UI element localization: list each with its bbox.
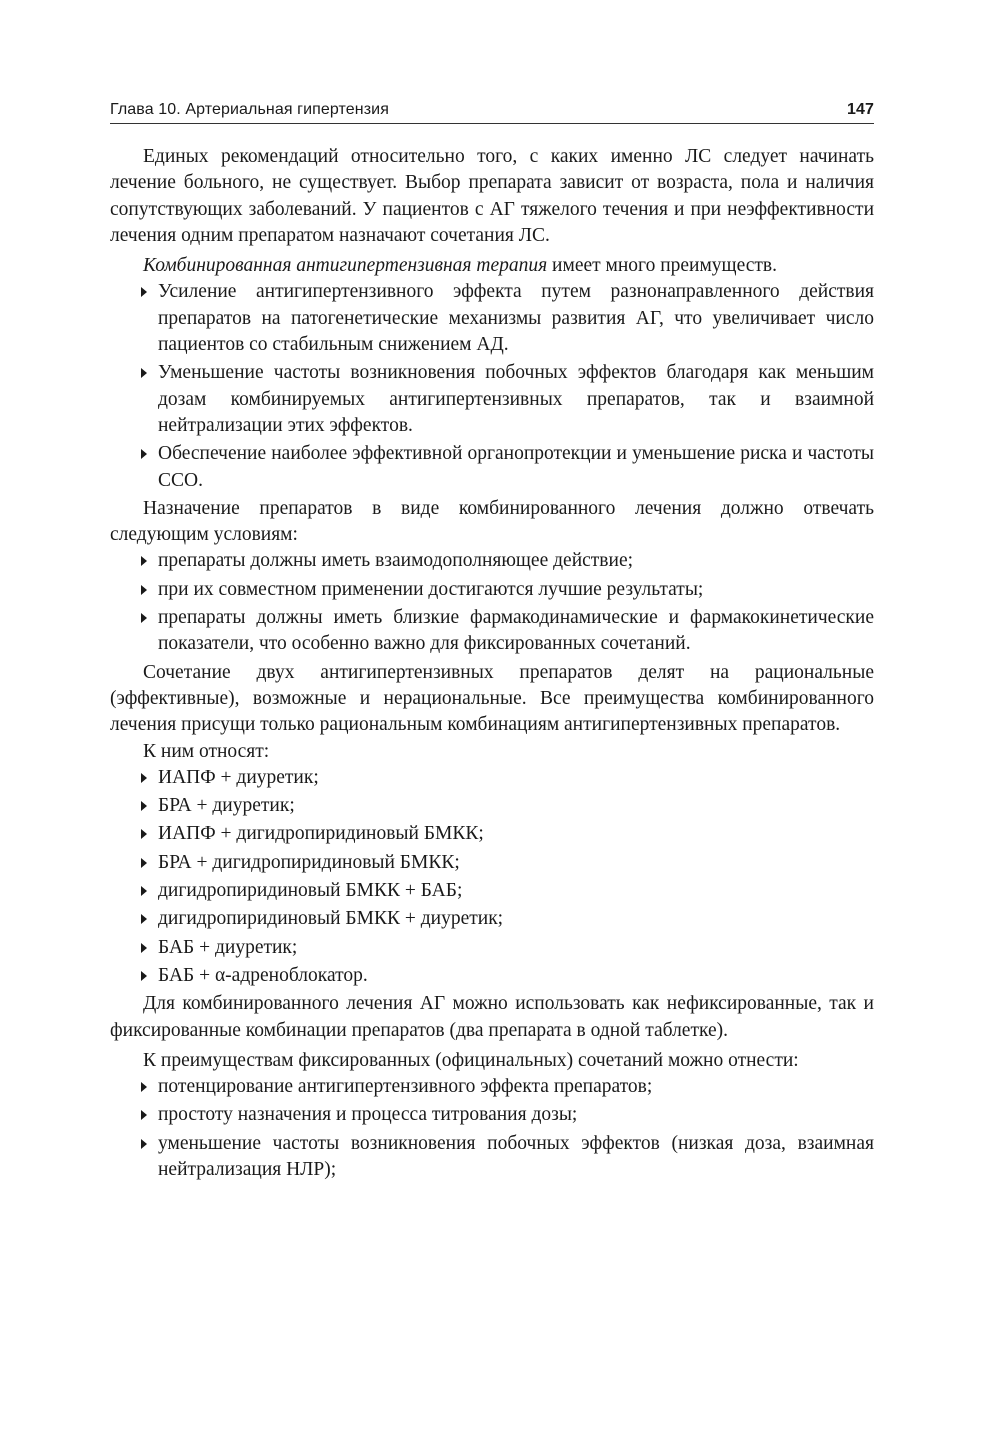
bullet-icon (141, 801, 147, 811)
list-item: уменьшение частоты возникновения побочных эффектов (низкая доза, взаимная нейтрализация НЛР); (158, 1131, 874, 1184)
bullet-icon (141, 829, 147, 839)
paragraph-1: Единых рекомендаций относительно того, с каких именно ЛС следует начинать лечение больного, не существует. Выбор препарата зависит от возраста, пола и наличия сопутствующих заболеваний. У пациентов с АГ тяжелого течения и при неэффективности лечения одним препаратом назначают сочетания ЛС. (110, 146, 874, 246)
list-item: БАБ + α-адреноблокатор. (158, 963, 874, 989)
bullet-icon (141, 858, 147, 868)
paragraph-7: К преимуществам фиксированных (официнальных) сочетаний можно отнести: (143, 1049, 799, 1071)
bullet-icon (141, 914, 147, 924)
fixed-combinations-advantages-list (110, 1074, 874, 1183)
italic-term: Комбинированная антигипертензивная терапия (143, 255, 548, 277)
page-number: 147 (847, 101, 874, 118)
bullet-icon (141, 449, 147, 459)
paragraph-6: Для комбинированного лечения АГ можно использовать как нефиксированные, так и фиксированные комбинации препаратов (два препарата в одной таблетке). (110, 993, 874, 1041)
list-item: при их совместном применении достигаются лучшие результаты; (158, 577, 874, 603)
list-item: БАБ + диуретик; (158, 935, 874, 961)
list-item: дигидропиридиновый БМКК + диуретик; (158, 906, 874, 932)
paragraph-4: Сочетание двух антигипертензивных препаратов делят на рациональные (эффективные), возможные и нерациональные. Все преимущества комбинированного лечения присущи только рациональным комбинациям антигипертензивных препаратов. (110, 661, 874, 736)
advantages-list (110, 279, 874, 493)
bullet-icon (141, 1110, 147, 1120)
list-item: Обеспечение наиболее эффективной органопротекции и уменьшение риска и частоты ССО. (158, 441, 874, 494)
bullet-icon (141, 943, 147, 953)
bullet-icon (141, 613, 147, 623)
list-item: БРА + диуретик; (158, 793, 874, 819)
paragraph-3: Назначение препаратов в виде комбинированного лечения должно отвечать следующим условиям: (110, 497, 874, 546)
paragraph-2-text: имеет много преимуществ. (547, 255, 777, 277)
list-item: препараты должны иметь близкие фармакодинамические и фармакокинетические показатели, что особенно важно для фиксированных сочетаний. (158, 605, 874, 658)
book-page (110, 100, 874, 1185)
list-item: БРА + дигидропиридиновый БМКК; (158, 850, 874, 876)
bullet-icon (141, 1139, 147, 1149)
list-item: препараты должны иметь взаимодополняющее действие; (158, 548, 874, 574)
bullet-icon (141, 1082, 147, 1092)
bullet-icon (141, 556, 147, 566)
list-item: Усиление антигипертензивного эффекта путем разнонаправленного действия препаратов на патогенетические механизмы развития АГ, что увеличивает число пациентов со стабильным снижением АД. (158, 279, 874, 358)
bullet-icon (141, 368, 147, 378)
paragraph-5: К ним относят: (143, 740, 270, 762)
list-item: простоту назначения и процесса титрования дозы; (158, 1102, 874, 1128)
paragraph-2 (110, 253, 874, 279)
bullet-icon (141, 585, 147, 595)
bullet-icon (141, 287, 147, 297)
running-header (110, 100, 874, 124)
chapter-title: Глава 10. Артериальная гипертензия (110, 101, 389, 118)
list-item: дигидропиридиновый БМКК + БАБ; (158, 878, 874, 904)
list-item: ИАПФ + дигидропиридиновый БМКК; (158, 821, 874, 847)
list-item: потенцирование антигипертензивного эффекта препаратов; (158, 1074, 874, 1100)
bullet-icon (141, 971, 147, 981)
combinations-list (110, 765, 874, 989)
conditions-list (110, 548, 874, 657)
list-item: Уменьшение частоты возникновения побочных эффектов благодаря как меньшим дозам комбинируемых антигипертензивных препаратов, так и взаимной нейтрализации этих эффектов. (158, 360, 874, 439)
bullet-icon (141, 886, 147, 896)
list-item: ИАПФ + диуретик; (158, 765, 874, 791)
bullet-icon (141, 773, 147, 783)
